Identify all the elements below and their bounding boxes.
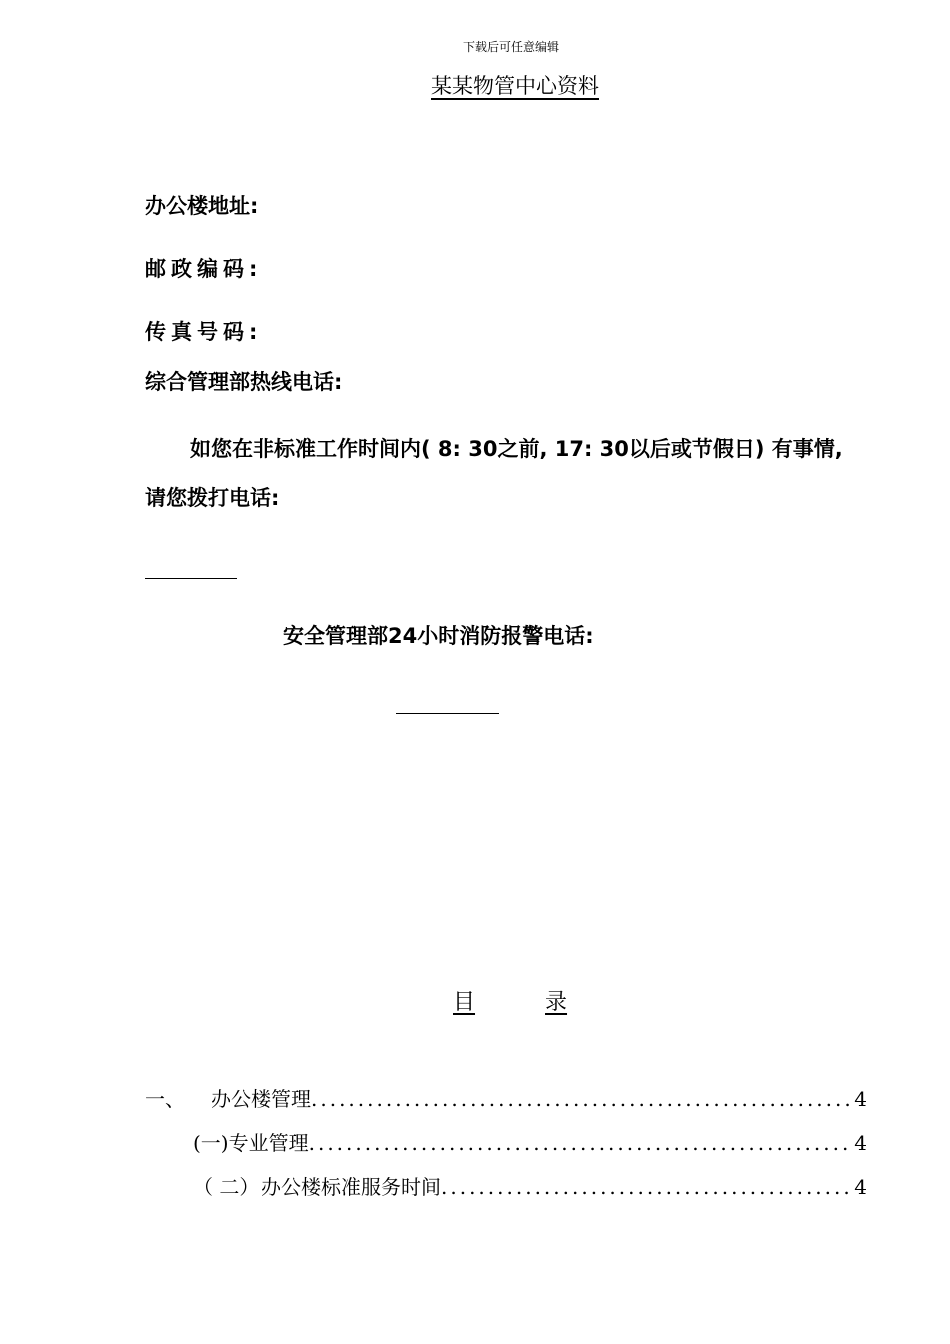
toc-leader-dots [441, 1175, 850, 1199]
toc-entry-label: 办公楼管理 [211, 1087, 311, 1111]
toc-entry[interactable] [145, 1083, 867, 1112]
document-title-text: 某某物管中心资料 [431, 74, 599, 98]
toc-entry-page: 4 [854, 1087, 867, 1111]
toc-entry[interactable] [193, 1171, 867, 1200]
toc-entry-number: （ 二） [193, 1175, 260, 1199]
header-note: 下载后可任意编辑 [462, 40, 559, 54]
toc-entry[interactable] [193, 1127, 867, 1156]
toc-title-left: 目 [453, 990, 476, 1015]
security-hotline-label: 安全管理部24小时消防报警电话: [283, 624, 594, 648]
toc-entry-page: 4 [854, 1131, 867, 1155]
toc-entry-number: (一) [193, 1131, 229, 1155]
toc-title-right: 录 [545, 990, 568, 1015]
security-phone-blank [396, 713, 499, 714]
toc-leader-dots [309, 1131, 851, 1155]
toc-leader-dots [311, 1087, 850, 1111]
fax-label: 传真号码: [145, 320, 263, 344]
hotline-label: 综合管理部热线电话: [145, 370, 343, 394]
address-label: 办公楼地址: [145, 194, 259, 218]
after-hours-phone-blank [145, 578, 237, 579]
postcode-label: 邮政编码: [145, 257, 263, 281]
toc-title [453, 985, 567, 1016]
after-hours-paragraph: 如您在非标准工作时间内( 8: 30之前, 17: 30以后或节假日) 有事情, 请您拨打电话: [145, 437, 843, 510]
toc-entry-label: 专业管理 [228, 1131, 309, 1155]
toc-entry-page: 4 [854, 1175, 867, 1199]
toc-entry-label: 办公楼标准服务时间 [261, 1175, 441, 1199]
toc-entry-number: 一、 [145, 1087, 185, 1111]
document-title [0, 70, 950, 100]
